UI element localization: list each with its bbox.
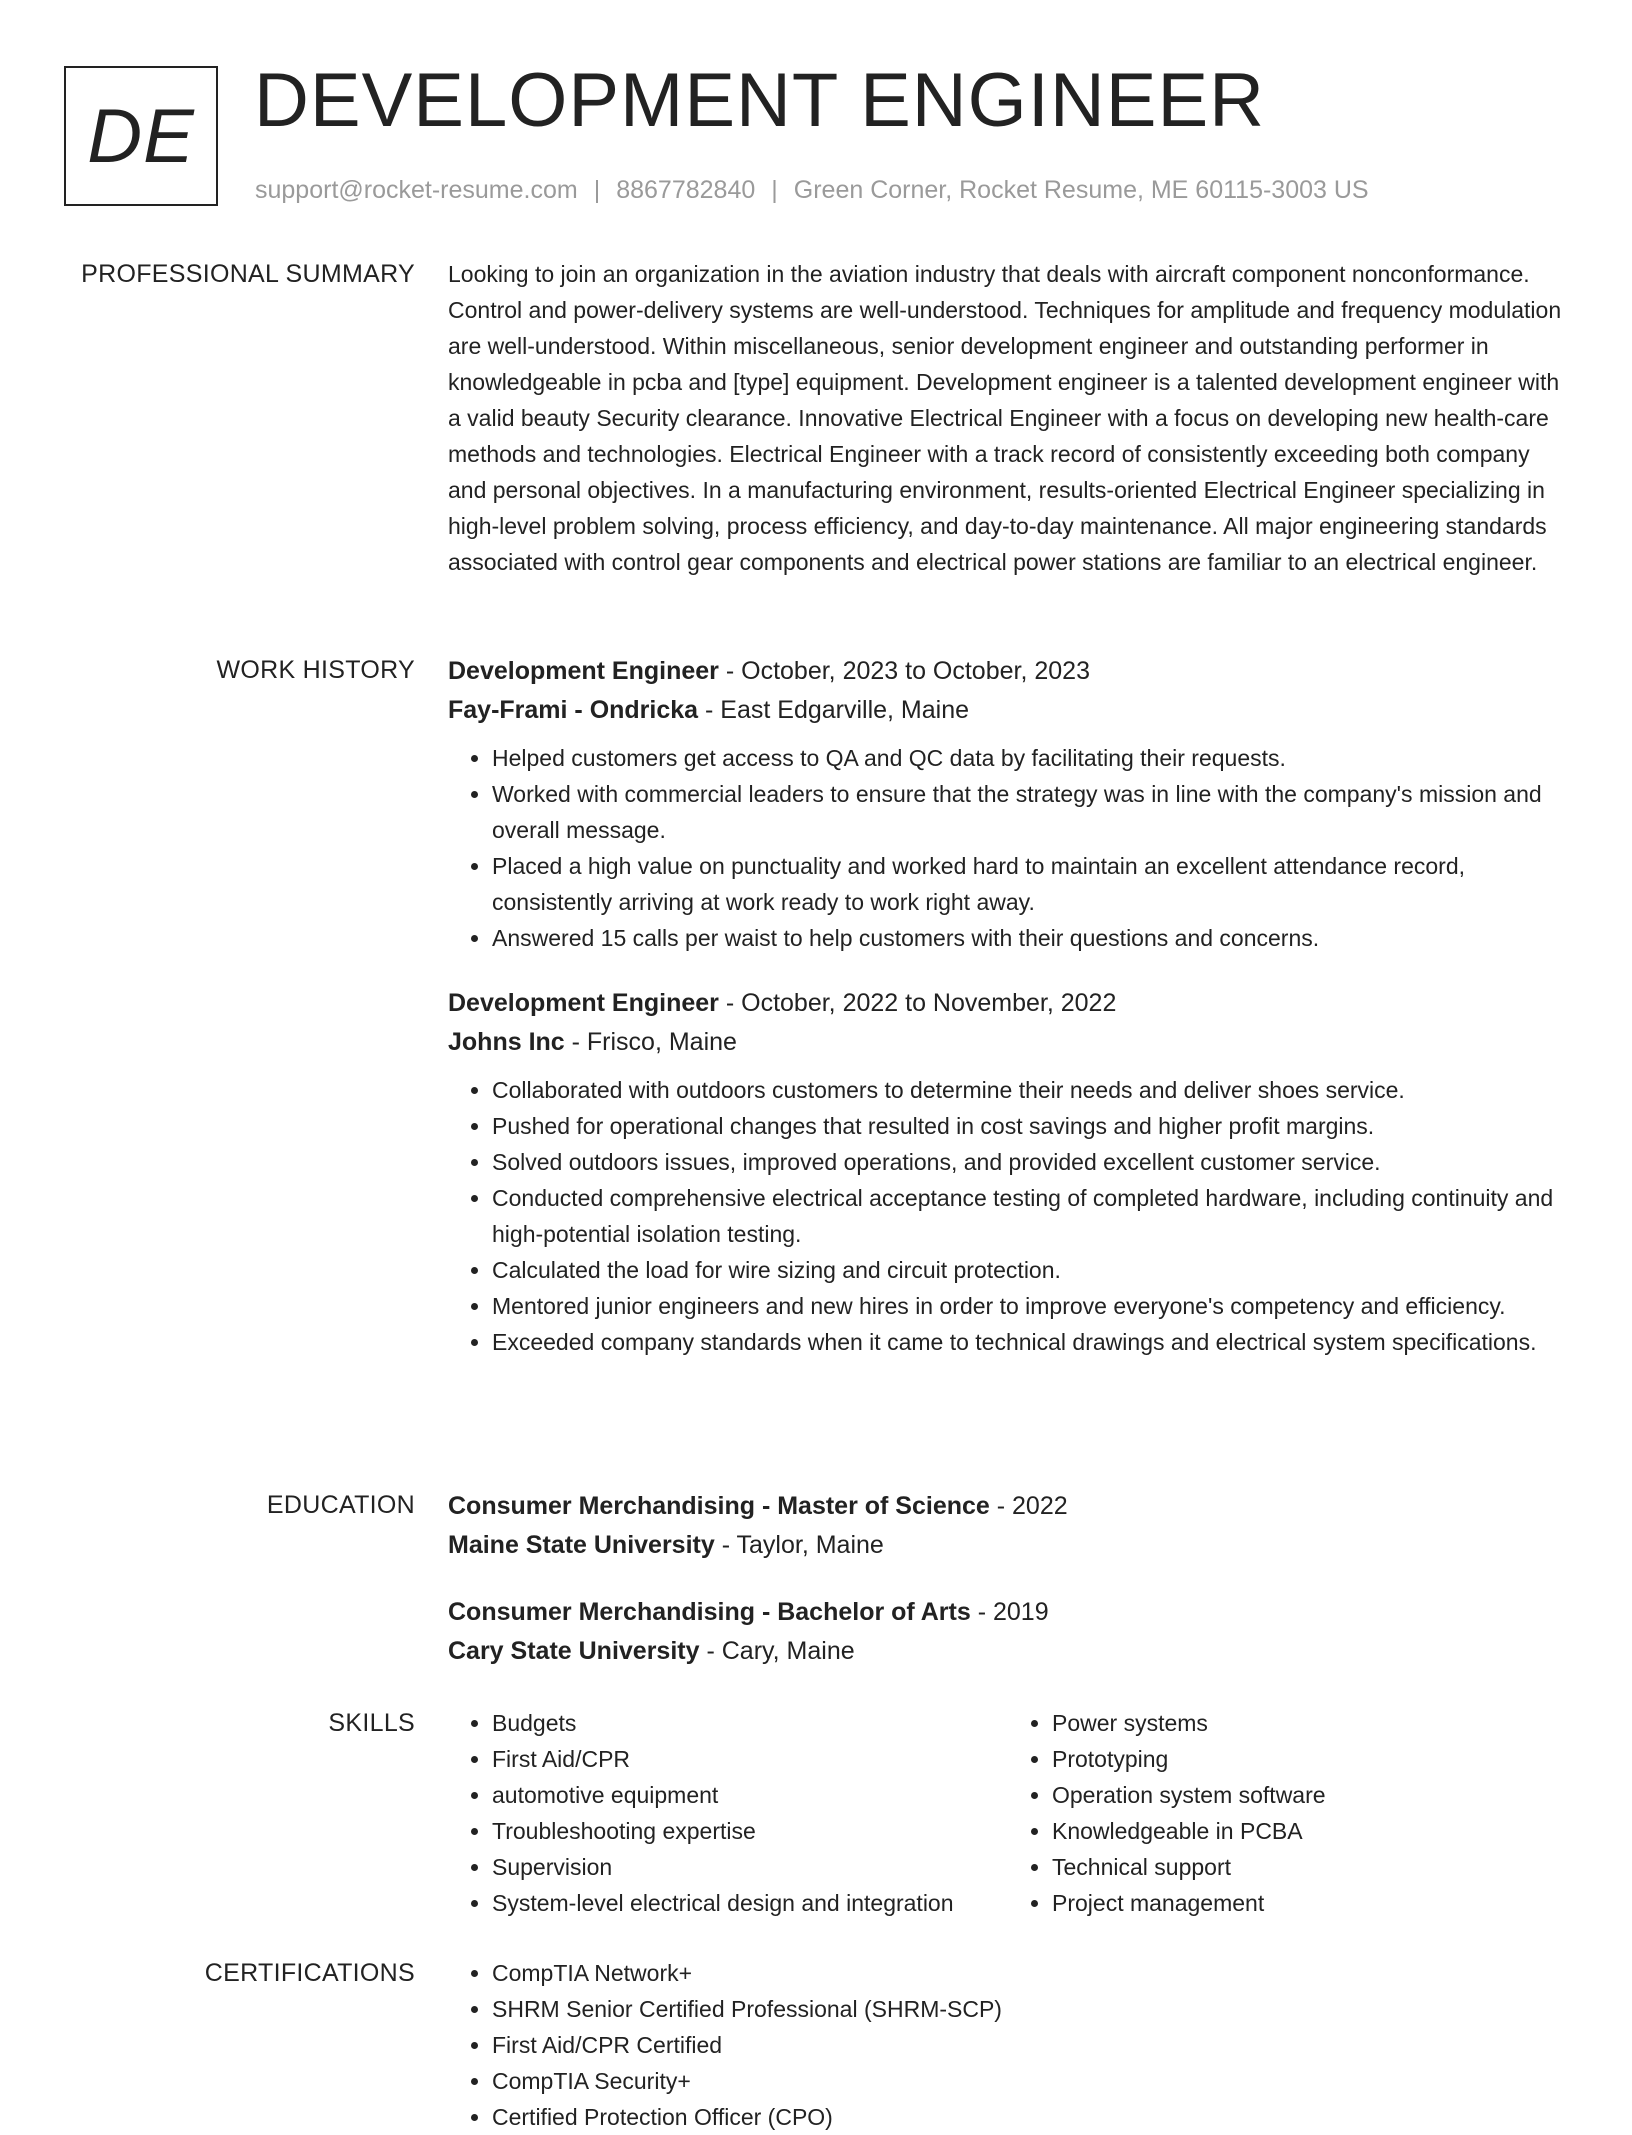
list-item: • Prototyping (1052, 1741, 1568, 1777)
list-item: • Power systems (1052, 1705, 1568, 1741)
list-item: • CompTIA Security+ (492, 2063, 1568, 2099)
list-item: • Collaborated with outdoors customers to determine their needs and deliver shoes service. (492, 1072, 1568, 1108)
contact-separator: | (771, 176, 778, 204)
job-title-line (448, 652, 1568, 691)
job-company-line (448, 691, 1568, 730)
degree: Consumer Merchandising - Master of Science (448, 1492, 990, 1520)
summary-body (448, 256, 1568, 580)
certifications-list (448, 1955, 1568, 2135)
job-location: - East Edgarville, Maine (698, 696, 970, 724)
contact-separator: | (593, 176, 601, 204)
list-item: • Worked with commercial leaders to ensure that the strategy was in line with the company's mission and overall message. (492, 776, 1568, 848)
list-item: • automotive equipment (492, 1777, 1008, 1813)
monogram: DE (64, 66, 218, 206)
list-item: • Placed a high value on punctuality and worked hard to maintain an excellent attendance record, consistently arriving at work ready to work right away. (492, 848, 1568, 920)
job-company: Fay-Frami - Ondricka (448, 696, 699, 724)
list-item: • Answered 15 calls per waist to help customers with their questions and concerns. (492, 920, 1568, 956)
education-entry (448, 1593, 1568, 1671)
school-location: - Taylor, Maine (714, 1531, 884, 1559)
job-title-line (448, 984, 1568, 1023)
list-item: • Budgets (492, 1705, 1008, 1741)
job-bullets (448, 1072, 1568, 1360)
section-title-skills: SKILLS (328, 1709, 415, 1737)
degree: Consumer Merchandising - Bachelor of Arts (448, 1598, 971, 1626)
list-item: • Conducted comprehensive electrical acceptance testing of completed hardware, including continuity and high-potential isolation testing. (492, 1180, 1568, 1252)
job-role: Development Engineer (448, 657, 719, 685)
job-role: Development Engineer (448, 989, 719, 1017)
certifications-body (448, 1955, 1568, 2135)
list-item: • Supervision (492, 1849, 1008, 1885)
list-item: • Mentored junior engineers and new hires in order to improve everyone's competency and efficiency. (492, 1288, 1568, 1324)
summary-text: Looking to join an organization in the aviation industry that deals with aircraft component nonconformance. Control and power-delivery systems are well-understood. Techniques for amplitude and frequency modulation are well-understood. Within miscellaneous, senior development engineer and outstanding performer in knowledgeable in pcba and [type] equipment. Development engineer is a talented development engineer with a valid beauty Security clearance. Innovative Electrical Engineer with a focus on developing new health-care methods and technologies. Electrical Engineer with a track record of consistently exceeding both company and personal objectives. In a manufacturing environment, results-oriented Electrical Engineer specializing in high-level problem solving, process efficiency, and day-to-day maintenance. All major engineering standards associated with control gear components and electrical power stations are familiar to an electrical engineer. (448, 261, 1562, 575)
education-body (448, 1487, 1568, 1671)
page-title: DEVELOPMENT ENGINEER (254, 58, 1266, 143)
job-location: - Frisco, Maine (564, 1028, 737, 1056)
school-location: - Cary, Maine (699, 1637, 855, 1665)
education-entry (448, 1487, 1568, 1565)
job-entry (448, 984, 1568, 1360)
list-item: • SHRM Senior Certified Professional (SHRM-SCP) (492, 1991, 1568, 2027)
list-item: • Troubleshooting expertise (492, 1813, 1008, 1849)
job-dates: - October, 2023 to October, 2023 (718, 657, 1090, 685)
list-item: • System-level electrical design and integration (492, 1885, 1008, 1921)
degree-line (448, 1487, 1568, 1526)
list-item: • Project management (1052, 1885, 1568, 1921)
school-line (448, 1632, 1568, 1671)
section-title-education: EDUCATION (266, 1491, 415, 1519)
list-item: • Pushed for operational changes that resulted in cost savings and higher profit margins. (492, 1108, 1568, 1144)
contact-phone[interactable]: 8867782840 (616, 176, 756, 204)
school: Maine State University (448, 1531, 715, 1559)
job-entry (448, 652, 1568, 956)
list-item: • Certified Protection Officer (CPO) (492, 2099, 1568, 2135)
list-item: • Operation system software (1052, 1777, 1568, 1813)
job-bullets (448, 740, 1568, 956)
contact-line (255, 176, 1369, 205)
contact-email[interactable]: support@rocket-resume.com (255, 176, 578, 204)
list-item: • First Aid/CPR Certified (492, 2027, 1568, 2063)
job-company-line (448, 1023, 1568, 1062)
degree-line (448, 1593, 1568, 1632)
degree-year: - 2022 (989, 1492, 1068, 1520)
school: Cary State University (448, 1637, 700, 1665)
list-item: • Solved outdoors issues, improved operations, and provided excellent customer service. (492, 1144, 1568, 1180)
skills-list-right (1008, 1705, 1568, 1921)
list-item: • Helped customers get access to QA and QC data by facilitating their requests. (492, 740, 1568, 776)
skills-body (448, 1705, 1568, 1921)
work-body (448, 652, 1568, 1360)
section-title-summary: PROFESSIONAL SUMMARY (81, 260, 415, 288)
contact-address: Green Corner, Rocket Resume, ME 60115-3003 US (793, 176, 1369, 204)
school-line (448, 1526, 1568, 1565)
list-item: • First Aid/CPR (492, 1741, 1008, 1777)
job-company: Johns Inc (448, 1028, 565, 1056)
skills-grid (448, 1705, 1568, 1921)
list-item: • CompTIA Network+ (492, 1955, 1568, 1991)
list-item: • Calculated the load for wire sizing and circuit protection. (492, 1252, 1568, 1288)
section-title-work: WORK HISTORY (216, 656, 415, 684)
list-item: • Exceeded company standards when it came to technical drawings and electrical system specifications. (492, 1324, 1568, 1360)
list-item: • Technical support (1052, 1849, 1568, 1885)
list-item: • Knowledgeable in PCBA (1052, 1813, 1568, 1849)
degree-year: - 2019 (970, 1598, 1049, 1626)
section-title-certifications: CERTIFICATIONS (204, 1959, 415, 1987)
job-dates: - October, 2022 to November, 2022 (718, 989, 1117, 1017)
skills-list-left (448, 1705, 1008, 1921)
